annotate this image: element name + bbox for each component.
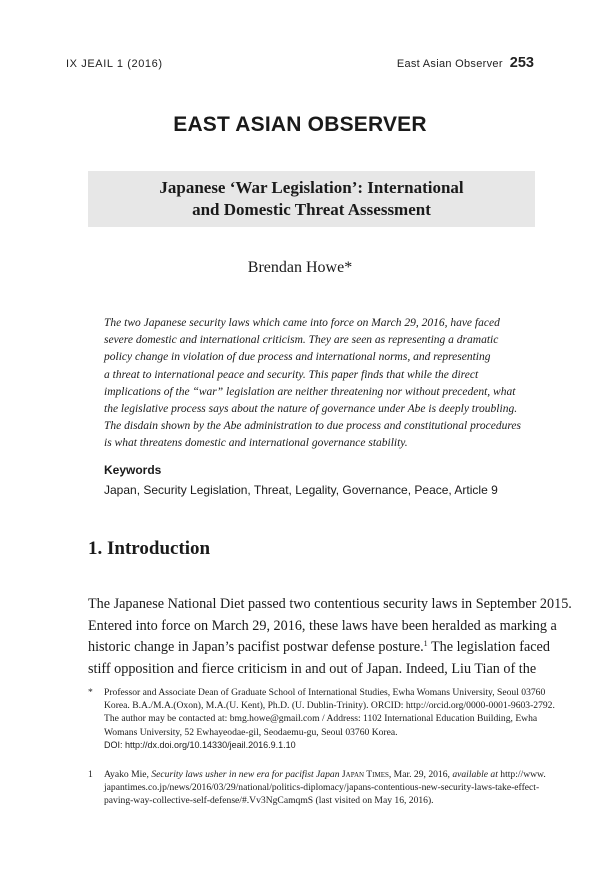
body-line: Entered into force on March 29, 2016, these laws have been heralded as marking a	[88, 617, 557, 634]
footnote-line: paving-way-collective-self-defense/#.Vv3NgCamqmS (last visited on May 16, 2016).	[104, 795, 434, 807]
body-line-text: historic change in Japan’s pacifist postwar defense posture.	[88, 639, 424, 656]
body-line: stiff opposition and fierce criticism in and out of Japan. Indeed, Liu Tian of the	[88, 661, 537, 678]
body-line-text: The legislation faced	[427, 639, 550, 656]
abstract-line: The disdain shown by the Abe administration to due process and constitutional procedures	[104, 420, 521, 433]
abstract-line: the legislative process says about the nature of governance under Abe is deeply troubling.	[104, 403, 518, 416]
keywords-label: Keywords	[104, 463, 162, 477]
cited-source: Japan Times	[341, 769, 389, 780]
body-paragraph	[88, 594, 572, 681]
abstract-line: is what threatens domestic and international governance stability.	[104, 437, 408, 450]
article-title-box	[88, 171, 535, 227]
running-header-journal: East Asian Observer	[396, 58, 503, 70]
footnote-mark: 1	[88, 769, 93, 780]
section-heading: 1. Introduction	[88, 538, 211, 559]
available-at-label: available at	[452, 769, 498, 780]
abstract-line: severe domestic and international criticism. They are seen as representing a dramatic	[104, 334, 499, 347]
cited-article-title: Security laws usher in new era for pacifist Japan	[151, 769, 340, 780]
keywords-list: Japan, Security Legislation, Threat, Legality, Governance, Peace, Article 9	[104, 483, 498, 497]
footnote-author	[88, 686, 555, 752]
footnote-line	[104, 768, 546, 781]
body-line: The Japanese National Diet passed two contentious security laws in September 2015.	[88, 596, 572, 612]
abstract-line: The two Japanese security laws which came into force on March 29, 2016, have faced	[104, 317, 500, 329]
footnote-line: Womans University, 52 Ewhayeodae-gil, Seodaemu-gu, Seoul 03760 Korea.	[104, 726, 398, 738]
footnote-body	[104, 686, 555, 752]
article-title-line-2: and Domestic Threat Assessment	[192, 200, 431, 219]
running-header-left: IX JEAIL 1 (2016)	[66, 58, 163, 70]
footnote-line: Professor and Associate Dean of Graduate School of International Studies, Ewha Womans University, Seoul 03760	[104, 687, 546, 698]
footnote-mark: *	[88, 687, 93, 698]
journal-section-title: EAST ASIAN OBSERVER	[173, 113, 427, 136]
footnote-body	[104, 768, 546, 808]
body-line	[88, 637, 550, 659]
footnote-author-name: Ayako Mie,	[104, 769, 152, 780]
url-link[interactable]: japantimes.co.jp/news/2016/03/29/national/politics-diplomacy/japans-contentious-new-security-laws-take-effect-	[104, 782, 540, 794]
footnote-1	[88, 768, 546, 808]
footnote-ref-1[interactable]: 1	[423, 639, 428, 649]
url-link[interactable]: http://www.	[497, 769, 546, 780]
abstract-line: a threat to international peace and security. This paper finds that while the direct	[104, 368, 479, 381]
author-name: Brendan Howe*	[247, 259, 353, 276]
cited-date: , Mar. 29, 2016,	[388, 769, 453, 780]
abstract-line: policy change in violation of due process and international norms, and representing	[104, 351, 491, 364]
abstract-line: implications of the “war” legislation are neither threatening nor without precedent, what	[104, 385, 516, 398]
running-header-right	[397, 55, 534, 71]
abstract	[104, 315, 521, 453]
footnote-line: The author may be contacted at: bmg.howe@gmail.com / Address: 1102 International Education Building, Ewha	[104, 713, 538, 725]
doi-link[interactable]: DOI: http://dx.doi.org/10.14330/jeail.2016.9.1.10	[104, 739, 296, 750]
article-title-line-1: Japanese ‘War Legislation’: International	[159, 178, 464, 197]
footnote-line: Korea. B.A./M.A.(Oxon), M.A.(U. Kent), Ph.D. (U. Dublin-Trinity). ORCID: http://orcid.org/0000-0001-9603-2792.	[104, 700, 555, 712]
page-number: 253	[509, 55, 534, 71]
